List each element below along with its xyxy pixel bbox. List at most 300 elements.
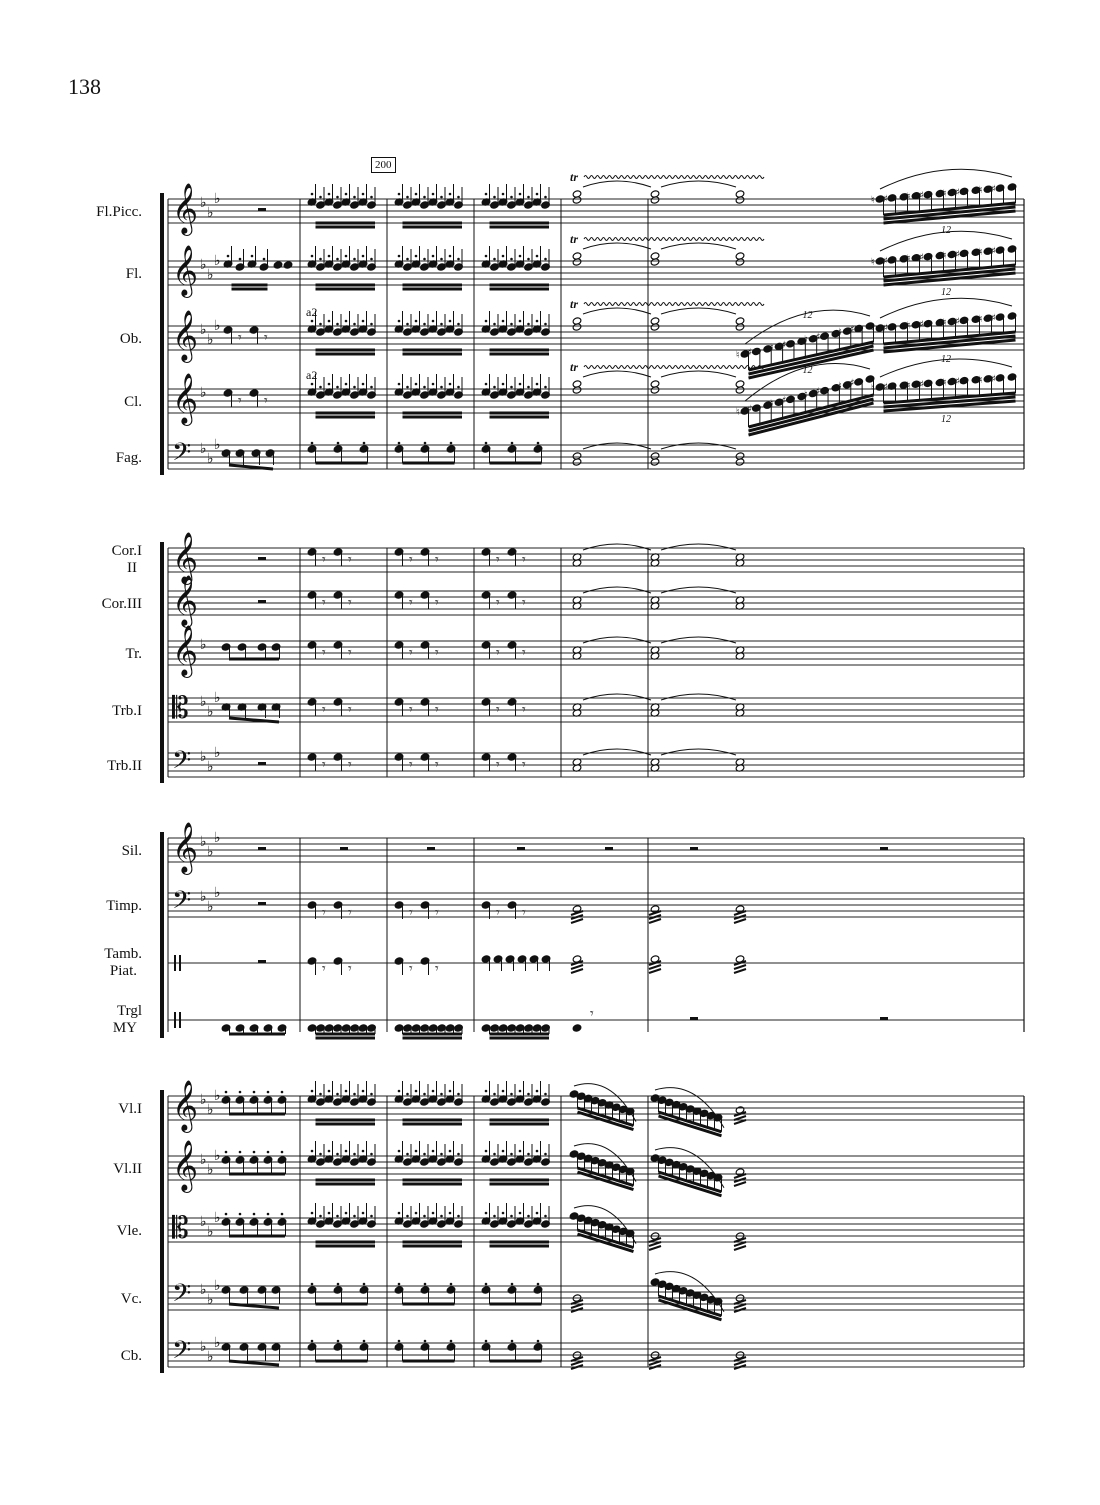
accidental-icon: ♮ [770,398,774,410]
flat-icon: ♭ [200,637,207,653]
tie [661,371,736,377]
staccato-dot [362,193,365,196]
tremolo-stroke [649,965,661,969]
rest-icon: 𝄾 [496,702,500,718]
staccato-dot [510,196,513,199]
instrument-label: Trb.I [112,703,142,719]
rest-icon: 𝄾 [496,645,500,661]
tremolo-stroke [571,919,583,923]
staccato-dot [398,1090,401,1093]
staccato-dot [239,1091,242,1094]
staccato-dot [544,258,547,261]
treble-clef-icon: 𝄞 [172,310,199,361]
staccato-dot [536,320,539,323]
trill-wave [584,303,764,306]
staccato-dot [353,1215,356,1218]
trill-mark: tr [570,232,579,246]
staccato-dot [336,386,339,389]
accidental-icon: ♯ [955,316,960,328]
staccato-dot [502,1212,505,1215]
bass-clef-icon: 𝄢 [172,438,192,473]
half-rest-icon [690,847,698,850]
rest-icon: 𝄾 [348,595,352,611]
accidental-icon: ♮ [838,327,842,339]
staccato-dot [370,1215,373,1218]
instrument-label: Tamb. [104,946,142,962]
staccato-dot [239,1151,242,1154]
flat-icon: ♭ [214,1210,221,1226]
tremolo-stroke [649,1242,661,1246]
staccato-dot [319,1153,322,1156]
tremolo-stroke [734,1182,746,1186]
staccato-dot [502,1090,505,1093]
staccato-dot [493,258,496,261]
staccato-dot [337,1283,340,1286]
flat-icon: ♭ [200,322,207,338]
accidental-icon: ♯ [781,395,787,407]
staccato-dot [319,1215,322,1218]
staccato-dot [423,1093,426,1096]
flat-icon: ♭ [207,1292,214,1308]
rest-icon: 𝄾 [522,595,526,611]
staccato-dot [527,386,530,389]
staccato-dot [336,196,339,199]
staccato-dot [449,1150,452,1153]
tremolo-stroke [649,919,661,923]
staccato-dot [311,193,314,196]
rest-icon: 𝄾 [348,702,352,718]
tuplet-number: 12 [941,287,951,298]
staccato-dot [502,193,505,196]
staccato-dot [328,320,331,323]
a2-marking: a2 [306,368,318,382]
staccato-dot [502,320,505,323]
staccato-dot [527,1215,530,1218]
staccato-dot [336,1215,339,1218]
beam [229,718,279,722]
staccato-dot [353,258,356,261]
half-rest-icon [517,847,525,850]
flat-icon: ♭ [214,318,221,334]
staccato-dot [510,1215,513,1218]
staccato-dot [370,1153,373,1156]
instrument-label: Cl. [124,394,142,410]
rest-icon: 𝄾 [348,552,352,568]
rest-icon: 𝄾 [409,961,413,977]
rest-icon: 𝄾 [590,1006,594,1022]
accidental-icon: ♯ [991,246,996,258]
instrument-label-2: MY [112,1020,137,1036]
staccato-dot [432,193,435,196]
treble-clef-icon: 𝄞 [172,625,199,676]
tie [661,544,736,550]
flat-icon: ♭ [200,1092,207,1108]
accidental-icon: ♯ [955,187,960,199]
instrument-label: Tr. [125,646,142,662]
accidental-icon: ♮ [907,380,911,392]
accidental-icon: ♮ [871,383,875,394]
staccato-dot [485,1212,488,1215]
staccato-dot [511,1340,514,1343]
staccato-dot [398,383,401,386]
notehead [283,261,293,269]
flat-icon: ♭ [207,844,214,860]
instrument-label: Ob. [119,331,142,347]
staccato-dot [519,255,522,258]
accidental-icon: ♮ [804,334,808,346]
staccato-dot [450,1340,453,1343]
rest-icon: 𝄾 [496,757,500,773]
staccato-dot [415,1212,418,1215]
rest-icon: 𝄾 [322,552,326,568]
instrument-label: Trgl [116,1003,142,1019]
staccato-dot [253,1213,256,1216]
rest-icon: 𝄾 [322,905,326,921]
staccato-dot [485,193,488,196]
staccato-dot [536,1212,539,1215]
accidental-icon: ♮ [871,257,875,268]
treble-clef-icon: 𝄞 [172,373,199,424]
staccato-dot [227,255,230,258]
staccato-dot [493,1215,496,1218]
accidental-icon: ♯ [883,382,888,394]
staccato-dot [253,1091,256,1094]
beam [229,1361,279,1365]
staccato-dot [457,258,460,261]
rest-icon: 𝄾 [409,702,413,718]
accidental-icon: ♯ [919,379,924,391]
staccato-dot [311,1340,314,1343]
a2-marking: a2 [306,305,318,319]
tuplet-number: 12 [941,354,951,365]
instrument-label: Vl.II [113,1161,142,1177]
staccato-dot [353,1093,356,1096]
tremolo-stroke [734,919,746,923]
staccato-dot [406,1153,409,1156]
instrument-label: Vc. [120,1291,142,1307]
staccato-dot [406,1215,409,1218]
tremolo-stroke [734,969,746,973]
staccato-dot [527,196,530,199]
instrument-label-2: II [127,560,137,576]
staccato-dot [432,383,435,386]
rest-icon: 𝄾 [522,757,526,773]
tremolo-stroke [734,1116,746,1120]
staccato-dot [502,1150,505,1153]
staccato-dot [370,258,373,261]
half-rest-icon [427,847,435,850]
staccato-dot [536,255,539,258]
staccato-dot [440,1093,443,1096]
staccato-dot [424,1283,427,1286]
trill-wave [584,366,764,369]
staccato-dot [423,386,426,389]
beam [749,395,874,427]
bass-clef-icon: 𝄢 [172,1336,192,1371]
tie [661,308,736,314]
half-rest-icon [258,847,266,850]
half-rest-icon [605,847,613,850]
flat-icon: ♭ [200,1282,207,1298]
bass-clef-icon: 𝄢 [172,886,192,921]
accidental-icon: ♮ [943,377,947,389]
staccato-dot [432,1090,435,1093]
tie [583,181,651,187]
staccato-dot [406,258,409,261]
staccato-dot [457,1215,460,1218]
staccato-dot [423,1153,426,1156]
tremolo-stroke [734,1120,746,1124]
treble-clef-icon: 𝄞 [172,532,199,583]
instrument-labels [96,204,142,1364]
tuplet-number: 12 [802,310,813,321]
staccato-dot [537,442,540,445]
staccato-dot [345,1150,348,1153]
staccato-dot [423,258,426,261]
trill-mark: tr [570,360,579,374]
staccato-dot [225,1213,228,1216]
tie [661,443,736,449]
staccato-dot [502,255,505,258]
staccato-dot [251,255,254,258]
staccato-dot [510,258,513,261]
half-rest-icon [258,902,266,905]
beam [229,1304,279,1308]
staccato-dot [363,442,366,445]
flat-icon: ♭ [207,899,214,915]
half-rest-icon [258,208,266,211]
staccato-dot [311,1212,314,1215]
rest-icon: 𝄾 [522,702,526,718]
instrument-label: Sil. [121,843,142,859]
staccato-dot [449,1090,452,1093]
tie [583,637,651,643]
staccato-dot [415,1150,418,1153]
staccato-dot [398,255,401,258]
rest-icon: 𝄾 [435,702,439,718]
accidental-icon: ♮ [871,324,875,335]
page-number: 138 [68,74,101,99]
alto-clef-icon: 𝄡 [172,691,189,726]
staccato-dot [362,1150,365,1153]
flat-icon: ♭ [214,830,221,846]
rest-icon: 𝄾 [435,905,439,921]
rest-icon: 𝄾 [348,645,352,661]
staccato-dot [485,442,488,445]
staccato-dot [537,1283,540,1286]
rest-icon: 𝄾 [496,905,500,921]
flat-icon: ♭ [200,257,207,273]
staccato-dot [415,383,418,386]
accidental-icon: ♯ [955,249,960,261]
tie [583,443,651,449]
staccato-dot [457,1153,460,1156]
staccato-dot [415,255,418,258]
flat-icon: ♭ [200,889,207,905]
accidental-icon: ♮ [838,380,842,392]
staccato-dot [370,323,373,326]
staccato-dot [398,193,401,196]
staccato-dot [345,193,348,196]
staccato-dot [267,1213,270,1216]
staccato-dot [449,255,452,258]
staccato-dot [544,323,547,326]
rest-icon: 𝄾 [322,595,326,611]
flat-icon: ♭ [207,1349,214,1365]
staccato-dot [319,386,322,389]
staccato-dot [450,1283,453,1286]
staccato-dot [485,1150,488,1153]
staccato-dot [432,1150,435,1153]
treble-clef-icon: 𝄞 [172,245,199,296]
rest-icon: 𝄾 [322,645,326,661]
staccato-dot [336,1093,339,1096]
flat-icon: ♭ [200,385,207,401]
tremolo-stroke [734,1242,746,1246]
accidental-icon: ♯ [991,313,996,325]
treble-clef-icon: 𝄞 [172,822,199,873]
rest-icon: 𝄾 [264,393,268,409]
flat-icon: ♭ [207,1224,214,1240]
flat-icon: ♭ [207,1102,214,1118]
staccato-dot [511,1283,514,1286]
tremolo-stroke [571,1304,583,1308]
staccato-dot [328,383,331,386]
accidental-icon: ♮ [979,374,983,386]
staccato-dot [440,196,443,199]
staccato-dot [398,1212,401,1215]
accidental-icon: ♮ [907,320,911,332]
accidental-icon: ♯ [919,252,924,264]
instrument-label: Fl. [125,266,142,282]
instrument-label: Timp. [106,898,142,914]
tie [583,243,651,249]
accidental-icon: ♮ [979,247,983,259]
staccato-dot [398,1283,401,1286]
staccato-dot [519,383,522,386]
tremolo-stroke [734,1246,746,1250]
flat-icon: ♭ [214,885,221,901]
staccato-dot [432,1212,435,1215]
flat-icon: ♭ [207,332,214,348]
flat-icon: ♭ [214,191,221,207]
staccato-dot [485,1090,488,1093]
accidental-icon: ♮ [943,250,947,262]
staccato-dot [225,1091,228,1094]
rest-icon: 𝄾 [238,330,242,346]
flat-icon: ♭ [200,749,207,765]
staccato-dot [253,1151,256,1154]
accidental-icon: ♯ [883,193,888,205]
staccato-dot [527,258,530,261]
staccato-dot [537,1340,540,1343]
flat-icon: ♭ [207,451,214,467]
flat-icon: ♭ [214,1088,221,1104]
staccato-dot [544,1215,547,1218]
accidental-icon: ♯ [991,373,996,385]
flat-icon: ♭ [207,704,214,720]
instrument-label: Cb. [120,1348,142,1364]
rest-icon: 𝄾 [496,595,500,611]
staccato-dot [449,1212,452,1215]
tuplet-number: 12 [941,414,951,425]
staccato-dot [398,1340,401,1343]
staccato-dot [449,320,452,323]
accidental-icon: ♮ [736,350,740,361]
staccato-dot [450,442,453,445]
flat-icon: ♭ [200,1339,207,1355]
staccato-dot [353,323,356,326]
staccato-dot [493,1153,496,1156]
tremolo-stroke [734,1304,746,1308]
staccato-dot [267,1091,270,1094]
trill-wave [584,238,764,241]
staccato-dot [281,1091,284,1094]
staccato-dot [449,193,452,196]
staccato-dot [457,323,460,326]
tremolo-stroke [649,969,661,973]
staccato-dot [432,255,435,258]
rest-icon: 𝄾 [409,757,413,773]
staccato-dot [311,255,314,258]
tie [583,694,651,700]
accidental-icon: ♯ [991,184,996,196]
tie [583,308,651,314]
staccato-dot [336,258,339,261]
instrument-label: Cor.I [111,543,142,559]
tie [661,749,736,755]
staccato-dot [485,1340,488,1343]
staccato-dot [502,383,505,386]
staccato-dot [415,1090,418,1093]
staccato-dot [493,196,496,199]
staccato-dot [362,255,365,258]
staccato-dot [440,1153,443,1156]
flat-icon: ♭ [214,745,221,761]
staccato-dot [406,386,409,389]
rest-icon: 𝄾 [435,552,439,568]
bass-clef-icon: 𝄢 [172,1279,192,1314]
flat-icon: ♭ [200,1152,207,1168]
rest-icon: 𝄾 [264,330,268,346]
rehearsal-mark: 200 [371,157,396,173]
accidental-icon: ♮ [770,342,774,354]
staccato-dot [440,323,443,326]
tie [661,243,736,249]
staccato-dot [328,1090,331,1093]
staccato-dot [370,1093,373,1096]
staccato-dot [281,1213,284,1216]
staccato-dot [485,1283,488,1286]
staccato-dot [362,383,365,386]
staccato-dot [398,320,401,323]
staccato-dot [485,383,488,386]
staccato-dot [527,323,530,326]
accidental-icon: ♮ [736,407,740,418]
accidental-icon: ♯ [919,319,924,331]
tremolo-stroke [649,1361,661,1365]
alto-clef-icon: 𝄡 [172,1211,189,1246]
staccato-dot [457,386,460,389]
rest-icon: 𝄾 [409,595,413,611]
rest-icon: 𝄾 [496,552,500,568]
staccato-dot [267,1151,270,1154]
staccato-dot [311,1090,314,1093]
accidental-icon: ♯ [883,255,888,267]
flat-icon: ♭ [207,1162,214,1178]
accidental-icon: ♯ [747,404,753,416]
staccato-dot [370,386,373,389]
